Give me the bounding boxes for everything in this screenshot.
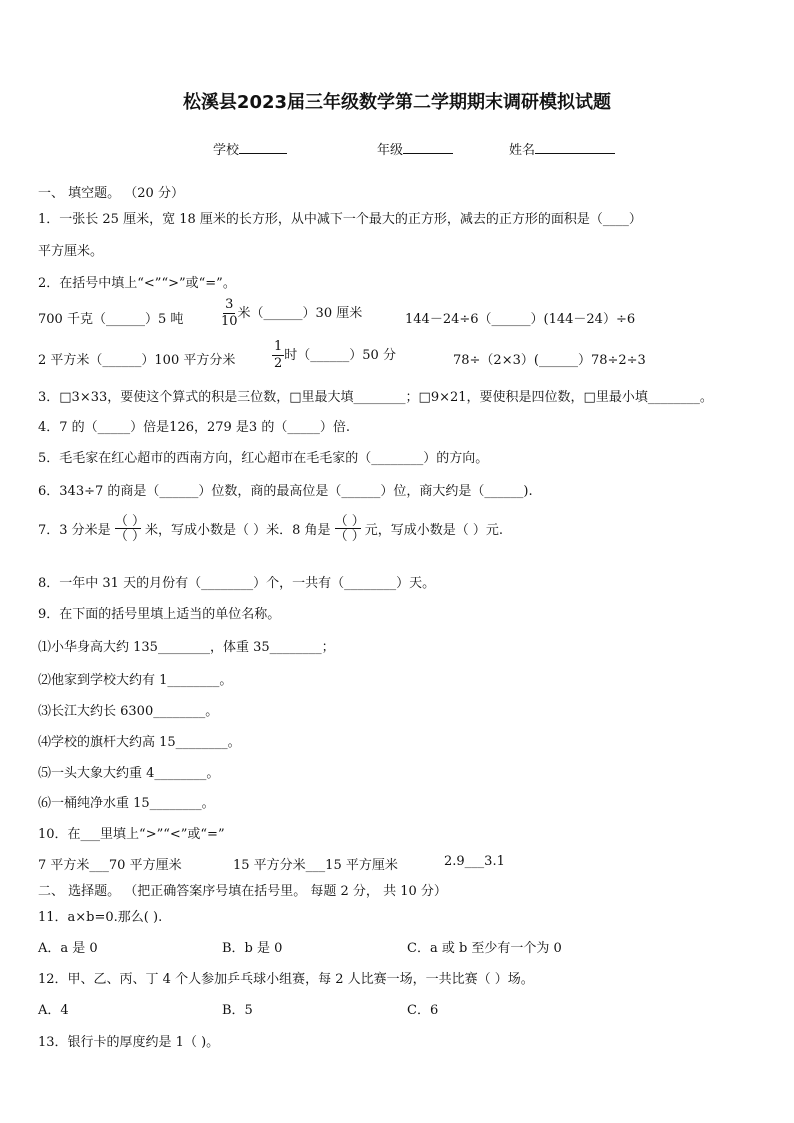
name-label: 姓名	[509, 143, 536, 158]
q2-row2-c: 78÷（2×3）(______）78÷2÷3	[453, 353, 646, 368]
q9-sub-4: ⑷学校的旗杆大约高 15________。	[38, 735, 241, 750]
fraction-numerator: 1	[274, 339, 283, 354]
question-11: 11．a×b=0.那么( ).	[38, 910, 163, 925]
question-2: 2．在括号中填上“<”“>”或“=”。	[38, 276, 236, 291]
q11-option-a[interactable]: A．a 是 0	[38, 941, 98, 956]
fraction-numerator: 3	[225, 297, 234, 312]
question-3: 3．□3×33，要使这个算式的积是三位数，□里最大填________；□9×21，要使积是四位数，□里最小填________。	[38, 390, 713, 405]
question-8: 8．一年中 31 天的月份有（________）个，一共有（________）天。	[38, 576, 436, 591]
q2-row2-a: 2 平方米（______）100 平方分米	[38, 353, 236, 368]
name-blank[interactable]	[535, 141, 615, 154]
question-4: 4．7 的（_____）倍是126，279 是3 的（_____）倍.	[38, 420, 350, 435]
q10-c: 2.9___3.1	[444, 854, 505, 869]
question-1-line-2: 平方厘米。	[38, 244, 104, 259]
question-10: 10．在___里填上“>”“<”或“=”	[38, 827, 225, 842]
fraction-denominator: 2	[274, 356, 283, 371]
school-label: 学校	[213, 143, 240, 158]
q9-sub-1: ⑴小华身高大约 135________，体重 35________；	[38, 640, 335, 655]
blank-denominator[interactable]: （ ）	[334, 529, 365, 544]
blank-fraction-2[interactable]	[334, 514, 365, 544]
q9-sub-3: ⑶长江大约长 6300________。	[38, 704, 219, 719]
question-9: 9．在下面的括号里填上适当的单位名称。	[38, 607, 281, 622]
section-1-heading: 一、 填空题。 （20 分）	[38, 186, 184, 201]
page-title: 松溪县2023届三年级数学第二学期期末调研模拟试题	[182, 92, 612, 113]
q2-row1-b	[221, 297, 362, 330]
fraction-1-2	[272, 339, 284, 372]
grade-field[interactable]	[377, 139, 453, 158]
q2-row2-b-rest: 时（______）50 分	[284, 348, 396, 363]
blank-numerator[interactable]: （ ）	[334, 514, 365, 529]
question-7	[38, 514, 503, 543]
q2-row1-c: 144－24÷6（______）(144－24）÷6	[405, 312, 636, 327]
q10-a: 7 平方米___70 平方厘米	[38, 858, 182, 873]
q11-option-c[interactable]: C．a 或 b 至少有一个为 0	[407, 941, 562, 956]
question-5: 5．毛毛家在红心超市的西南方向，红心超市在毛毛家的（________）的方向。	[38, 451, 489, 466]
q10-b: 15 平方分米___15 平方厘米	[233, 858, 398, 873]
q7-part-a: 7．3 分米是	[38, 523, 111, 538]
q2-row1-a: 700 千克（______）5 吨	[38, 312, 184, 327]
question-1-line-1: 1．一张长 25 厘米，宽 18 厘米的长方形，从中减下一个最大的正方形，减去的正方形的面积是（____）	[38, 212, 642, 227]
q7-part-b: 米，写成小数是（ ）米．8 角是	[144, 523, 331, 538]
fraction-denominator: 10	[221, 314, 238, 329]
question-12: 12．甲、乙、丙、丁 4 个人参加乒乓球小组赛，每 2 人比赛一场，一共比赛（ ）场。	[38, 972, 534, 987]
school-field[interactable]	[213, 139, 287, 158]
name-field[interactable]	[509, 139, 615, 158]
blank-denominator[interactable]: （ ）	[114, 529, 145, 544]
q7-part-c: 元，写成小数是（ ）元.	[364, 523, 504, 538]
q11-option-b[interactable]: B．b 是 0	[222, 941, 283, 956]
q9-sub-2: ⑵他家到学校大约有 1________。	[38, 673, 233, 688]
q9-sub-6: ⑹一桶纯净水重 15________。	[38, 796, 215, 811]
fraction-3-10	[221, 297, 238, 330]
question-6: 6．343÷7 的商是（______）位数，商的最高位是（______）位，商大约是（______).	[38, 484, 533, 499]
grade-blank[interactable]	[403, 141, 453, 154]
blank-fraction-1[interactable]	[114, 514, 145, 544]
q9-sub-5: ⑸一头大象大约重 4________。	[38, 766, 220, 781]
q2-row1-b-rest: 米（______）30 厘米	[237, 306, 363, 321]
q12-option-c[interactable]: C．6	[407, 1003, 439, 1018]
question-13: 13．银行卡的厚度约是 1（ )。	[38, 1035, 220, 1050]
q12-option-b[interactable]: B．5	[222, 1003, 253, 1018]
q2-row2-b	[272, 339, 396, 372]
blank-numerator[interactable]: （ ）	[114, 514, 145, 529]
q12-option-a[interactable]: A．4	[38, 1003, 69, 1018]
section-2-heading: 二、 选择题。 （把正确答案序号填在括号里。 每题 2 分， 共 10 分）	[38, 884, 447, 899]
grade-label: 年级	[377, 143, 404, 158]
school-blank[interactable]	[239, 141, 287, 154]
